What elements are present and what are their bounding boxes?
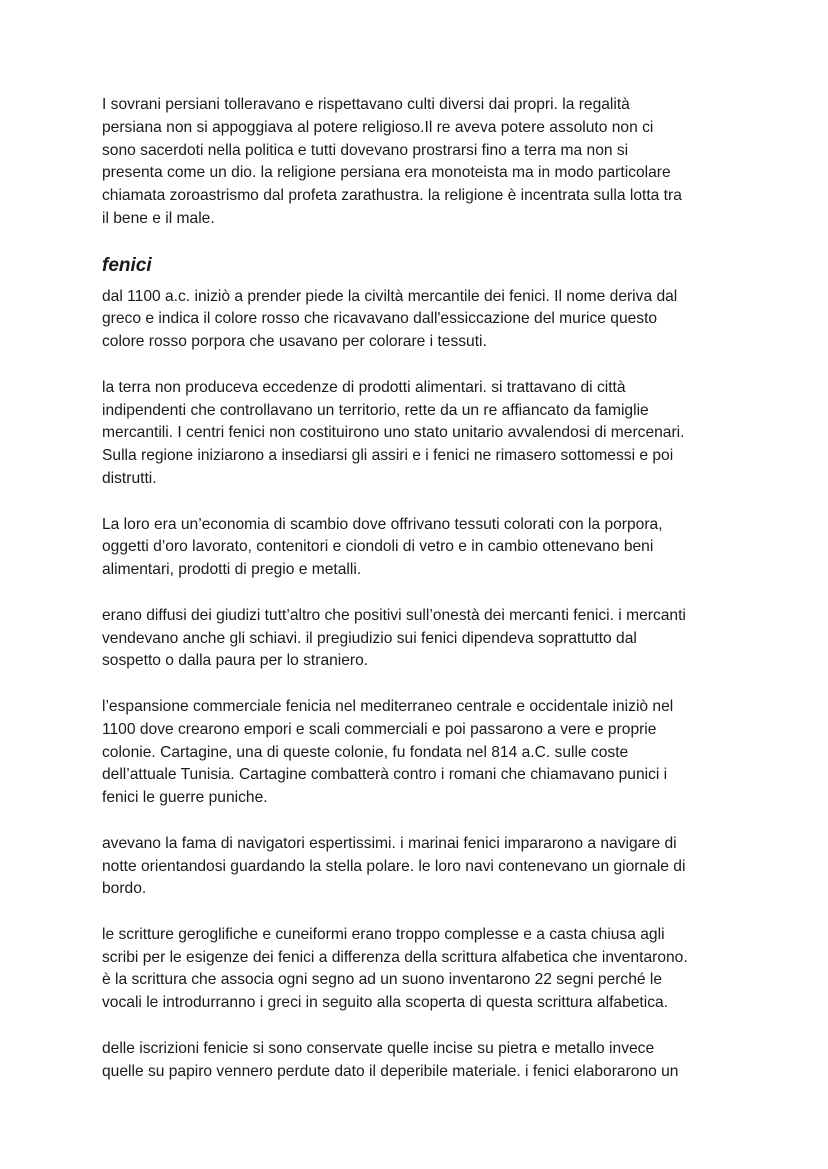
paragraph: le scritture geroglifiche e cuneiformi erano troppo complesse e a casta chiusa agli scribi per le esigenze dei fenici a differenza della scrittura alfabetica che inventarono. è la scrittura che associa ogni segno ad un suono inventarono 22 segni perché le vocali le introdurranno i greci in seguito alla scoperta di questa scrittura alfabetica. [102,925,688,1012]
paragraph: l’espansione commerciale fenicia nel mediterraneo centrale e occidentale iniziò nel 1100 dove crearono empori e scali commerciali e poi passarono a vere e proprie colonie. Cartagine, una di queste colonie, fu fondata nel 814 a.C. sulle coste dell’attuale Tunisia. Cartagine combatterà contro i romani che chiamavano punici i fenici le guerre puniche. [102,697,674,807]
paragraph: avevano la fama di navigatori espertissimi. i marinai fenici impararono a navigare di notte orientandosi guardando la stella polare. le loro navi contenevano un giornale di bordo. [102,834,686,898]
paragraph: dal 1100 a.c. iniziò a prender piede la civiltà mercantile dei fenici. Il nome deriva dal greco e indica il colore rosso che ricavavano dall'essiccazione del murice questo colore rosso porpora che usavano per colorare i tessuti. [102,287,678,351]
document-page [102,94,742,1083]
paragraph: delle iscrizioni fenicie si sono conservate quelle incise su pietra e metallo invece quelle su papiro vennero perdute dato il deperibile materiale. i fenici elaborarono un [102,1039,679,1080]
intro-paragraph: I sovrani persiani tolleravano e rispettavano culti diversi dai propri. la regalità persiana non si appoggiava al potere religioso.Il re aveva potere assoluto non ci sono sacerdoti nella politica e tutti dovevano prostrarsi fino a terra ma non si presenta come un dio. la religione persiana era monoteista ma in modo particolare chiamata zoroastrismo dal profeta zarathustra. la religione è incentrata sulla lotta tra il bene e il male. [102,96,682,227]
section-heading: fenici [102,254,152,276]
paragraph: la terra non produceva eccedenze di prodotti alimentari. si trattavano di città indipendenti che controllavano un territorio, rette da un re affiancato da famiglie mercantili. I centri fenici non costituirono uno stato unitario avvalendosi di mercenari. Sulla regione iniziarono a insediarsi gli assiri e i fenici ne rimasero sottomessi e poi distrutti. [102,378,685,487]
paragraph: erano diffusi dei giudizi tutt’altro che positivi sull’onestà dei mercanti fenici. i mercanti vendevano anche gli schiavi. il pregiudizio sui fenici dipendeva soprattutto dal sospetto o dalla paura per lo straniero. [102,606,686,670]
paragraph: La loro era un’economia di scambio dove offrivano tessuti colorati con la porpora, oggetti d’oro lavorato, contenitori e ciondoli di vetro e in cambio ottenevano beni alimentari, prodotti di pregio e metalli. [102,515,663,579]
